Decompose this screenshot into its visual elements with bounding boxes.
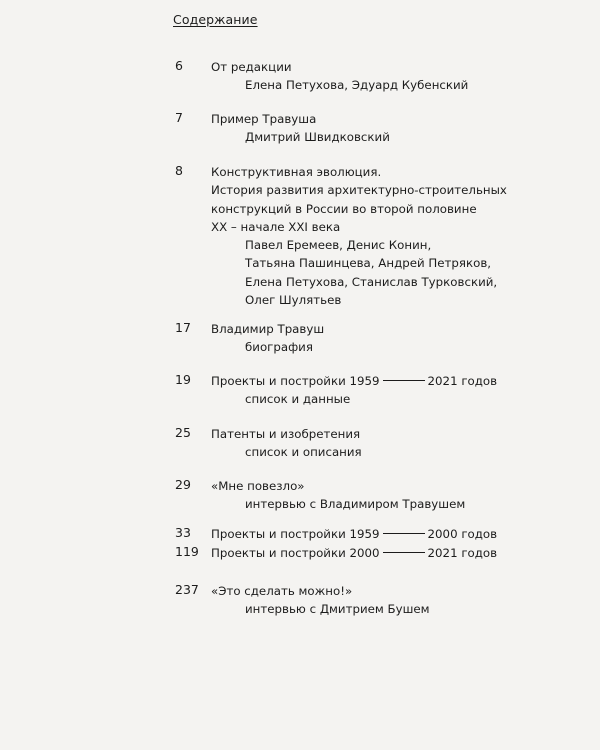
entry-title: «Это сделать можно!» [211, 584, 353, 598]
page-number: 33 [175, 525, 191, 540]
entry-authors: Елена Петухова, Эдуард Кубенский [245, 78, 469, 93]
entry-authors-line: Павел Еремеев, Денис Конин, [245, 238, 432, 253]
page-number: 25 [175, 425, 191, 440]
page-number: 19 [175, 372, 191, 387]
entry-authors-line: Елена Петухова, Станислав Турковский, [245, 274, 498, 289]
entry-title: От редакции [211, 60, 292, 74]
entry-authors: список и данные [245, 392, 351, 407]
entry-title [211, 372, 497, 390]
range-dash [383, 533, 425, 534]
entry-authors: интервью с Дмитрием Бушем [245, 602, 430, 617]
page-number: 119 [175, 544, 199, 559]
entry-title [211, 525, 497, 543]
entry-authors-line: Олег Шулятьев [245, 293, 342, 308]
entry-title: Патенты и изобретения [211, 427, 361, 441]
page-number: 237 [175, 582, 199, 597]
entry-title: Владимир Травуш [211, 322, 325, 336]
entry-authors: список и описания [245, 445, 362, 460]
page-number: 6 [175, 58, 183, 73]
page-number: 29 [175, 477, 191, 492]
entry-title [211, 544, 497, 562]
entry-authors: биография [245, 340, 313, 355]
entry-title-suffix: 2021 годов [427, 374, 498, 388]
page-number: 8 [175, 163, 183, 178]
range-dash [383, 380, 425, 381]
entry-title-prefix: Проекты и постройки 1959 [211, 527, 380, 541]
entry-title-line: конструкций в России во второй половине [211, 201, 477, 216]
entry-title-prefix: Проекты и постройки 2000 [211, 546, 380, 560]
toc-heading: Содержание [173, 12, 258, 27]
range-dash [383, 552, 425, 553]
entry-title-line: XX – начале XXI века [211, 219, 341, 234]
entry-authors: Дмитрий Швидковский [245, 130, 390, 145]
page-number: 17 [175, 320, 191, 335]
entry-title-line: История развития архитектурно-строительных [211, 183, 507, 198]
page-number: 7 [175, 110, 183, 125]
entry-title: «Мне повезло» [211, 479, 305, 493]
entry-title-suffix: 2000 годов [427, 527, 498, 541]
entry-authors-line: Татьяна Пашинцева, Андрей Петряков, [245, 256, 492, 271]
entry-title: Пример Травуша [211, 112, 317, 126]
entry-title-line: Конструктивная эволюция. [211, 165, 382, 179]
entry-authors: интервью с Владимиром Травушем [245, 497, 466, 512]
entry-title-prefix: Проекты и постройки 1959 [211, 374, 380, 388]
entry-title-suffix: 2021 годов [427, 546, 498, 560]
